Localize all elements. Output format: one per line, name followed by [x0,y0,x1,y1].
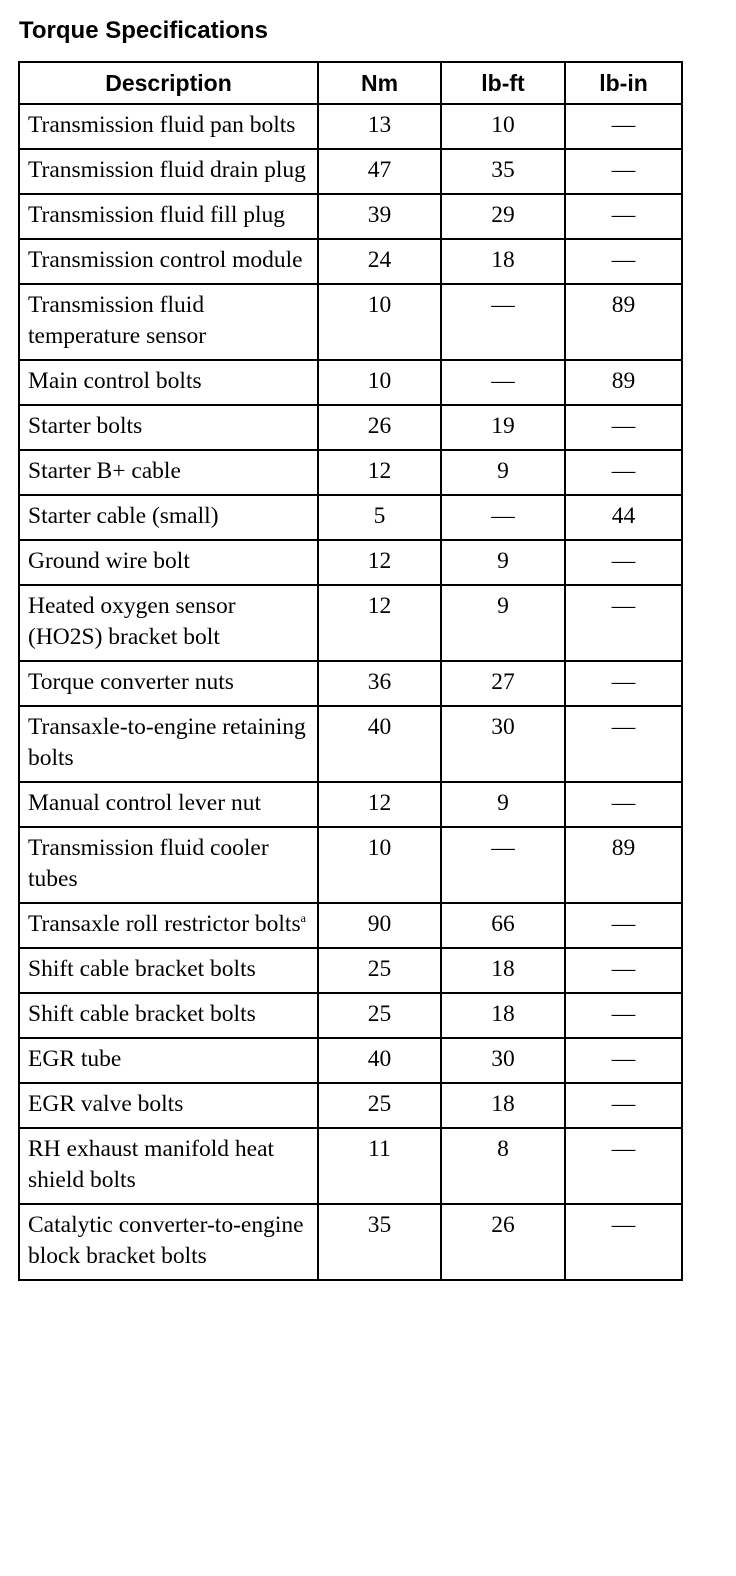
cell-lb-in: — [565,993,682,1038]
cell-nm: 25 [318,1083,441,1128]
cell-description [19,1204,318,1280]
cell-lb-ft: 35 [441,149,565,194]
description-text: Transmission fluid drain plug [28,157,306,183]
cell-description [19,782,318,827]
footnote-marker: a [300,911,306,925]
cell-description [19,495,318,540]
description-text: Transmission control module [28,247,303,273]
cell-description [19,903,318,948]
cell-lb-ft: 26 [441,1204,565,1280]
torque-spec-table [18,61,683,1281]
description-text: Heated oxygen sensor (HO2S) bracket bolt [28,593,236,650]
cell-description [19,948,318,993]
cell-nm: 10 [318,360,441,405]
cell-lb-in: — [565,1128,682,1204]
cell-lb-ft: 9 [441,450,565,495]
cell-description [19,1128,318,1204]
cell-nm: 36 [318,661,441,706]
description-text: Shift cable bracket bolts [28,956,256,982]
cell-lb-in: — [565,540,682,585]
cell-nm: 40 [318,1038,441,1083]
cell-lb-in: — [565,903,682,948]
description-text: Manual control lever nut [28,790,261,816]
cell-lb-ft: 18 [441,948,565,993]
cell-nm: 5 [318,495,441,540]
cell-nm: 10 [318,284,441,360]
cell-lb-ft: 29 [441,194,565,239]
table-row [19,948,682,993]
cell-lb-ft: 18 [441,993,565,1038]
cell-lb-ft: — [441,495,565,540]
cell-lb-ft: — [441,827,565,903]
cell-lb-ft: 8 [441,1128,565,1204]
table-header-row [19,62,682,104]
cell-description [19,585,318,661]
cell-lb-in: — [565,1038,682,1083]
cell-nm: 35 [318,1204,441,1280]
cell-lb-in: — [565,405,682,450]
table-row [19,1083,682,1128]
table-body [19,104,682,1280]
table-row [19,706,682,782]
cell-nm: 11 [318,1128,441,1204]
cell-lb-in: — [565,1204,682,1280]
cell-description [19,104,318,149]
description-text: Transmission fluid temperature sensor [28,292,207,349]
cell-nm: 12 [318,450,441,495]
cell-lb-in: 89 [565,827,682,903]
cell-lb-ft: 19 [441,405,565,450]
table-row [19,149,682,194]
cell-lb-in: — [565,194,682,239]
description-text: Ground wire bolt [28,548,190,574]
cell-nm: 12 [318,782,441,827]
cell-lb-ft: — [441,360,565,405]
cell-lb-ft: 30 [441,706,565,782]
cell-lb-in: 89 [565,360,682,405]
description-text: Transmission fluid cooler tubes [28,835,269,892]
cell-lb-ft: 27 [441,661,565,706]
description-text: Transmission fluid fill plug [28,202,286,228]
description-text: RH exhaust manifold heat shield bolts [28,1136,275,1193]
cell-nm: 26 [318,405,441,450]
cell-nm: 25 [318,993,441,1038]
header-description: Description [19,62,318,104]
cell-nm: 25 [318,948,441,993]
table-row [19,405,682,450]
cell-nm: 24 [318,239,441,284]
cell-lb-in: — [565,149,682,194]
table-row [19,661,682,706]
table-row [19,495,682,540]
cell-lb-in: — [565,948,682,993]
description-text: Transaxle-to-engine retaining bolts [28,714,306,771]
description-text: Transaxle roll restrictor bolts [28,911,301,937]
cell-lb-in: 44 [565,495,682,540]
cell-description [19,149,318,194]
cell-lb-in: — [565,1083,682,1128]
cell-description [19,827,318,903]
description-text: Shift cable bracket bolts [28,1001,256,1027]
description-text: Transmission fluid pan bolts [28,112,296,138]
cell-description [19,661,318,706]
cell-lb-in: — [565,450,682,495]
description-text: EGR valve bolts [28,1091,184,1117]
cell-lb-in: — [565,706,682,782]
cell-lb-in: — [565,585,682,661]
cell-description [19,194,318,239]
cell-description [19,360,318,405]
table-row [19,104,682,149]
table-row [19,284,682,360]
cell-description [19,405,318,450]
table-row [19,239,682,284]
description-text: Main control bolts [28,368,202,394]
description-text: Torque converter nuts [28,669,234,695]
header-nm: Nm [318,62,441,104]
cell-nm: 90 [318,903,441,948]
cell-lb-ft: 9 [441,540,565,585]
cell-description [19,706,318,782]
cell-nm: 13 [318,104,441,149]
cell-lb-ft: 30 [441,1038,565,1083]
cell-lb-ft: 9 [441,782,565,827]
cell-nm: 40 [318,706,441,782]
cell-description [19,993,318,1038]
cell-nm: 12 [318,585,441,661]
cell-description [19,1083,318,1128]
table-row [19,585,682,661]
cell-description [19,284,318,360]
cell-lb-in: — [565,104,682,149]
cell-lb-ft: — [441,284,565,360]
page-title: Torque Specifications [19,17,268,44]
table-row [19,993,682,1038]
description-text: Starter cable (small) [28,503,219,529]
table-row [19,360,682,405]
cell-lb-in: — [565,782,682,827]
cell-lb-in: — [565,661,682,706]
table-row [19,782,682,827]
table-row [19,903,682,948]
cell-lb-in: — [565,239,682,284]
table-row [19,1204,682,1280]
cell-lb-ft: 66 [441,903,565,948]
description-text: EGR tube [28,1046,122,1072]
table-row [19,540,682,585]
cell-description [19,1038,318,1083]
cell-description [19,239,318,284]
cell-lb-in: 89 [565,284,682,360]
description-text: Starter bolts [28,413,143,439]
cell-nm: 12 [318,540,441,585]
cell-nm: 47 [318,149,441,194]
cell-lb-ft: 18 [441,239,565,284]
cell-lb-ft: 18 [441,1083,565,1128]
table-row [19,1038,682,1083]
cell-nm: 39 [318,194,441,239]
header-lb-ft: lb-ft [441,62,565,104]
cell-description [19,450,318,495]
table-row [19,1128,682,1204]
cell-lb-ft: 9 [441,585,565,661]
description-text: Catalytic converter-to-engine block bracket bolts [28,1212,304,1269]
description-text: Starter B+ cable [28,458,181,484]
table-row [19,827,682,903]
table-row [19,194,682,239]
table-row [19,450,682,495]
cell-description [19,540,318,585]
cell-lb-ft: 10 [441,104,565,149]
header-lb-in: lb-in [565,62,682,104]
cell-nm: 10 [318,827,441,903]
